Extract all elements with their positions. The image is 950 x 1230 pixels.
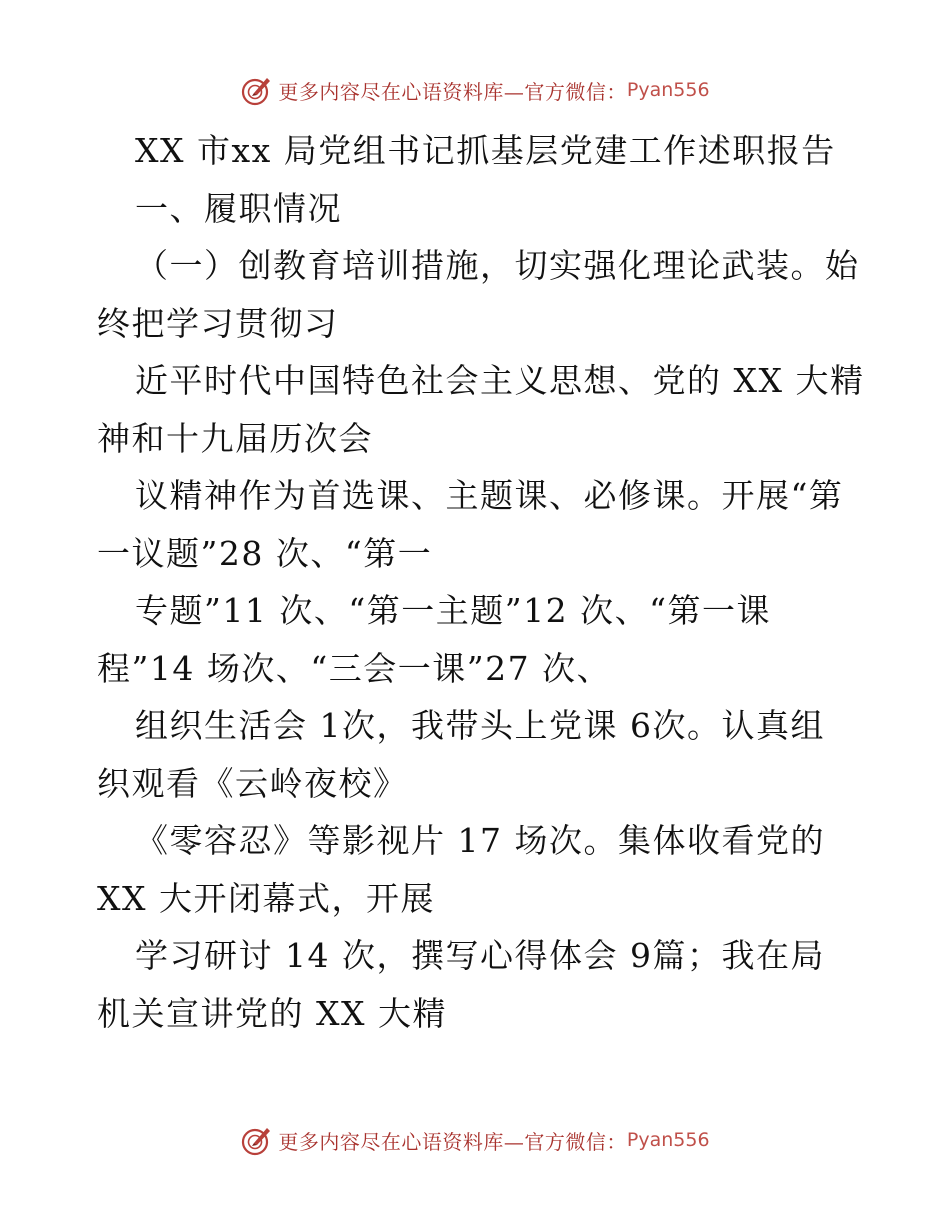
paragraph-line: 神和十九届历次会 [97,418,373,458]
paragraph-line: 组织生活会 1次，我带头上党课 6次。认真组 [135,706,825,745]
paragraph-line: 学习研讨 14 次，撰写心得体会 9篇；我在局 [135,936,825,975]
paragraph-line: 近平时代中国特色社会主义思想、党的 XX 大精 [135,361,865,400]
paragraph-line: 《零容忍》等影视片 17 场次。集体收看党的 [135,821,825,860]
document-title: XX 市xx 局党组书记抓基层党建工作述职报告 [135,131,836,170]
paragraph-line: XX 大开闭幕式，开展 [97,878,435,918]
paragraph-line: 一议题”28 次、“第一 [97,533,433,573]
pen-logo-icon [240,1123,274,1157]
document-body [97,122,867,1042]
footer-banner-text: 更多内容尽在心语资料库—官方微信： [278,1129,627,1154]
paragraph-line: 程”14 场次、“三会一课”27 次、 [97,648,612,688]
paragraph-line: 机关宣讲党的 XX 大精 [97,993,447,1033]
paragraph-line: 终把学习贯彻习 [97,303,339,343]
footer-banner-handle: Pyan556 [626,1129,710,1151]
paragraph-line: 专题”11 次、“第一主题”12 次、“第一课 [135,591,771,630]
footer-banner [0,1120,950,1160]
header-banner-text: 更多内容尽在心语资料库—官方微信： [278,79,627,104]
paragraph-line: 议精神作为首选课、主题课、必修课。开展“第 [135,476,844,515]
section-heading: 一、履职情况 [135,188,342,228]
header-banner [0,70,950,110]
paragraph-line: 织观看《云岭夜校》 [97,763,408,803]
header-banner-handle: Pyan556 [626,79,710,101]
paragraph-line: （一）创教育培训措施，切实强化理论武装。始 [135,246,860,285]
pen-logo-icon [240,73,274,107]
